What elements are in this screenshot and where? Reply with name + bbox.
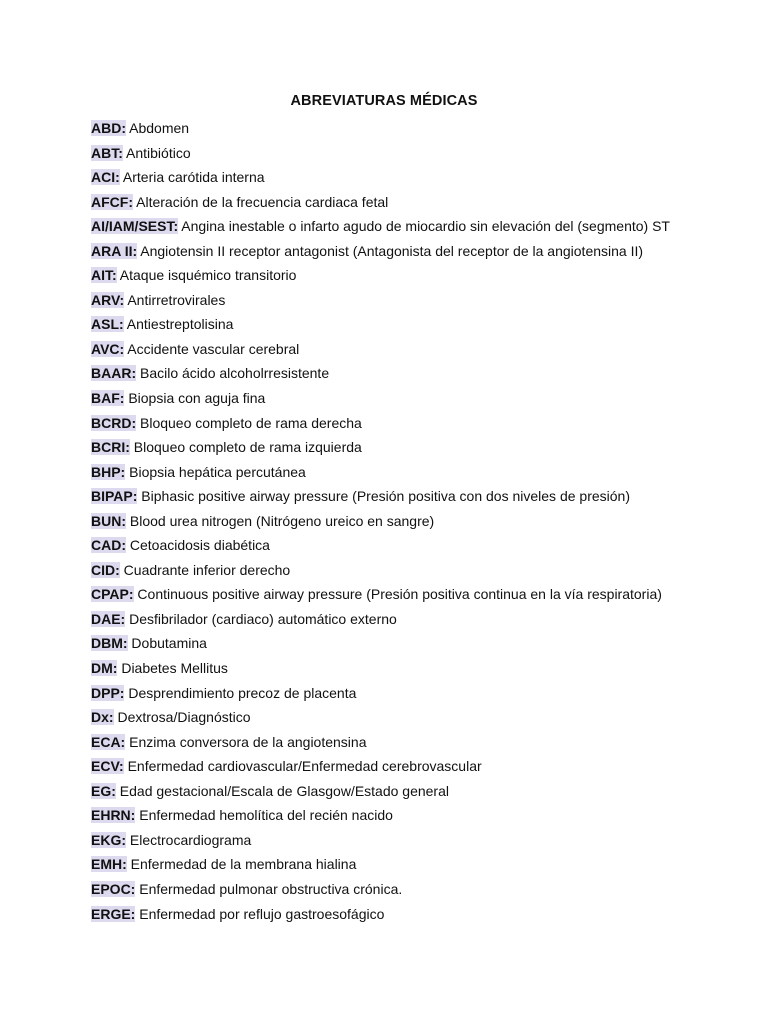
list-item [91, 658, 751, 683]
list-item [91, 633, 751, 658]
list-item [91, 781, 751, 806]
abbreviation: ABD: [91, 120, 126, 136]
abbreviation: BUN: [91, 512, 126, 529]
list-item [91, 609, 751, 634]
definition: Bloqueo completo de rama izquierda [129, 439, 362, 456]
definition: Angiotensin II receptor antagonist (Antagonista del receptor de la angiotensina II) [137, 242, 644, 259]
list-item [91, 732, 751, 757]
abbreviation: BAAR: [91, 365, 137, 382]
list-item [91, 388, 751, 413]
definition: Enfermedad hemolítica del recién nacido [135, 807, 393, 824]
abbreviation: BIPAP: [91, 488, 138, 505]
definition: Enzima conversora de la angiotensina [125, 733, 367, 750]
definition: Dobutamina [127, 635, 207, 652]
abbreviation: BCRI: [91, 439, 130, 456]
definition: Blood urea nitrogen (Nitrógeno ureico en sangre) [126, 512, 435, 529]
abbreviation: CAD: [91, 537, 126, 554]
abbreviation: ERGE: [91, 905, 136, 922]
definition: Desprendimiento precoz de placenta [124, 684, 357, 701]
definition: Bacilo ácido alcoholrresistente [136, 365, 330, 382]
list-item [91, 363, 751, 388]
abbreviation: CID: [91, 561, 120, 578]
abbreviation: DPP: [91, 684, 125, 701]
page-title: ABREVIATURAS MÉDICAS [290, 93, 478, 109]
list-item [91, 830, 751, 855]
list-item [91, 707, 751, 732]
definition: Cetoacidosis diabética [126, 537, 270, 554]
list-item [91, 511, 751, 536]
abbreviation: CPAP: [91, 586, 134, 603]
list-item [91, 437, 751, 462]
abbreviation: DBM: [91, 635, 128, 652]
definition: Cuadrante inferior derecho [119, 561, 291, 578]
list-item [91, 535, 751, 560]
abbreviation: EPOC: [91, 880, 136, 897]
definition: Dextrosa/Diagnóstico [113, 709, 251, 726]
abbreviation: EKG: [91, 831, 126, 848]
list-item [91, 683, 751, 708]
definition: Arteria carótida interna [119, 169, 265, 186]
abbreviation: AI/IAM/SEST: [91, 218, 179, 235]
list-item [91, 805, 751, 830]
definition: Enfermedad pulmonar obstructiva crónica. [135, 880, 403, 897]
list-item [91, 265, 751, 290]
definition: Alteración de la frecuencia cardiaca fetal [133, 193, 389, 210]
list-item [91, 339, 751, 364]
abbreviation-list [91, 118, 751, 928]
definition: Enfermedad por reflujo gastroesofágico [135, 905, 385, 922]
list-item [91, 560, 751, 585]
definition: Ataque isquémico transitorio [116, 267, 297, 284]
abbreviation: AVC: [91, 340, 125, 357]
definition: Abdomen [126, 120, 190, 136]
definition: Edad gestacional/Escala de Glasgow/Estado general [115, 782, 449, 799]
abbreviation: AFCF: [91, 193, 133, 210]
definition: Biopsia hepática percutánea [125, 463, 306, 480]
abbreviation: BCRD: [91, 414, 137, 431]
abbreviation: ABT: [91, 144, 123, 161]
definition: Angina inestable o infarto agudo de miocardio sin elevación del (segmento) ST [178, 218, 670, 235]
abbreviation: ACI: [91, 169, 120, 186]
definition: Enfermedad cardiovascular/Enfermedad cerebrovascular [123, 758, 482, 775]
definition: Accidente vascular cerebral [124, 340, 300, 357]
definition: Antirretrovirales [124, 291, 226, 308]
definition: Continuous positive airway pressure (Presión positiva continua en la vía respiratoria) [133, 586, 662, 603]
abbreviation: BHP: [91, 463, 126, 480]
abbreviation: ASL: [91, 316, 124, 333]
abbreviation: ARA II: [91, 242, 138, 259]
definition: Antiestreptolisina [123, 316, 234, 333]
definition: Biopsia con aguja fina [124, 390, 266, 407]
list-item [91, 462, 751, 487]
abbreviation: DAE: [91, 610, 126, 627]
list-item [91, 904, 751, 929]
list-item [91, 854, 751, 879]
list-item [91, 314, 751, 339]
list-item [91, 167, 751, 192]
definition: Antibiótico [122, 144, 191, 161]
abbreviation: ARV: [91, 291, 125, 308]
list-item [91, 756, 751, 781]
list-item [91, 486, 751, 511]
definition: Biphasic positive airway pressure (Presión positiva con dos niveles de presión) [137, 488, 630, 505]
list-item [91, 584, 751, 609]
abbreviation: BAF: [91, 390, 125, 407]
abbreviation: ECA: [91, 733, 126, 750]
definition: Enfermedad de la membrana hialina [126, 856, 357, 873]
list-item [91, 413, 751, 438]
list-item [91, 216, 751, 241]
list-item [91, 118, 751, 143]
abbreviation: ECV: [91, 758, 124, 775]
definition: Diabetes Mellitus [117, 660, 228, 677]
list-item [91, 290, 751, 315]
abbreviation: EG: [91, 782, 116, 799]
definition: Desfibrilador (cardiaco) automático externo [125, 610, 397, 627]
abbreviation: EHRN: [91, 807, 136, 824]
list-item [91, 143, 751, 168]
definition: Electrocardiograma [126, 831, 252, 848]
abbreviation: Dx: [91, 709, 114, 726]
definition: Bloqueo completo de rama derecha [136, 414, 362, 431]
abbreviation: AIT: [91, 267, 117, 284]
abbreviation: DM: [91, 660, 118, 677]
abbreviation: EMH: [91, 856, 127, 873]
list-item [91, 241, 751, 266]
list-item [91, 879, 751, 904]
list-item [91, 192, 751, 217]
